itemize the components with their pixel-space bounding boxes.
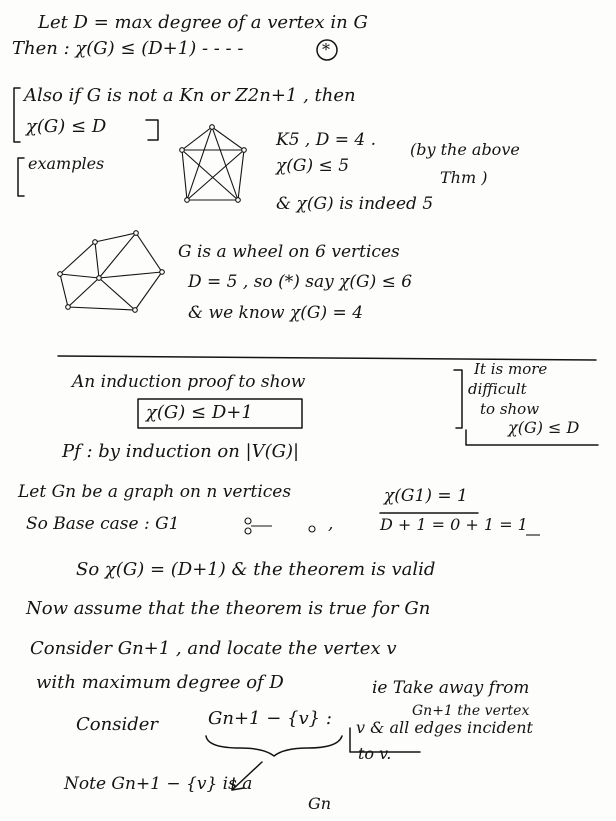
text-induction-proof: An induction proof to show — [72, 372, 306, 392]
bracket-side-note — [466, 430, 598, 445]
text-thm: Thm ) — [440, 168, 488, 187]
bracket-also-right — [146, 120, 158, 140]
text-wheel-know: & we know χ(G) = 4 — [188, 303, 364, 323]
bracket-examples — [18, 158, 24, 196]
text-chi-g1: χ(G1) = 1 — [384, 486, 468, 506]
text-k5-indeed: & χ(G) is indeed 5 — [276, 194, 434, 214]
text-side-bound: χ(G) ≤ D — [508, 418, 580, 437]
text-consider-gn1: Consider Gn+1 , and locate the vertex v — [30, 638, 397, 659]
boxed-bound: χ(G) ≤ D+1 — [146, 402, 253, 423]
text-then-bound: Then : χ(G) ≤ (D+1) - - - - — [12, 38, 244, 59]
text-note-gn: Gn — [308, 794, 332, 813]
text-examples: examples — [28, 154, 105, 173]
k5-graph — [180, 125, 247, 203]
text-to-v: to v. — [358, 744, 392, 763]
text-wheel-degree: D = 5 , so (*) say χ(G) ≤ 6 — [188, 272, 413, 292]
text-side-difficult: difficult — [468, 380, 527, 398]
text-edges-incident: v & all edges incident — [356, 718, 533, 737]
bracket-also-left — [14, 88, 20, 142]
star-mark: * — [322, 40, 330, 59]
bound-box — [138, 399, 302, 428]
bracket-take-away — [350, 728, 420, 752]
g1-vertex-drawing — [245, 518, 315, 534]
text-consider: Consider — [76, 714, 158, 735]
text-now-assume: Now assume that the theorem is true for Gn — [26, 598, 431, 619]
text-max-degree: with maximum degree of D — [36, 672, 284, 693]
text-take-away: ie Take away from — [372, 678, 530, 698]
text-base-case: So Base case : G1 — [26, 514, 180, 534]
text-gn1-vertex: Gn+1 the vertex — [412, 703, 530, 719]
text-by-above: (by the above — [410, 140, 520, 159]
separator-rule — [58, 356, 596, 360]
arrow-shaft — [232, 762, 262, 790]
text-side-to-show: to show — [480, 400, 540, 418]
star-circle — [317, 40, 337, 60]
text-k5-bound: χ(G) ≤ 5 — [276, 156, 350, 176]
text-k5-degree: K5 , D = 4 . — [276, 130, 377, 150]
text-brooks-bound: χ(G) ≤ D — [26, 116, 107, 137]
text-gn1-minus-v: Gn+1 − {v} : — [208, 708, 332, 729]
text-so-valid: So χ(G) = (D+1) & the theorem is valid — [76, 559, 436, 580]
text-base-comma: , — [328, 514, 334, 534]
underbrace — [206, 736, 342, 756]
text-side-more: It is more — [474, 360, 548, 378]
bracket-induction-right — [454, 370, 462, 428]
text-let-d: Let D = max degree of a vertex in G — [38, 12, 368, 33]
text-pf: Pf : by induction on |V(G)| — [62, 441, 300, 462]
text-note: Note Gn+1 − {v} is a — [64, 774, 253, 794]
text-wheel: G is a wheel on 6 vertices — [178, 242, 400, 262]
text-d-plus-one: D + 1 = 0 + 1 = 1 — [380, 515, 528, 534]
text-let-gn: Let Gn be a graph on n vertices — [18, 482, 292, 502]
text-also-if: Also if G is not a Kn or Z2n+1 , then — [24, 85, 356, 106]
wheel-graph — [58, 231, 165, 313]
